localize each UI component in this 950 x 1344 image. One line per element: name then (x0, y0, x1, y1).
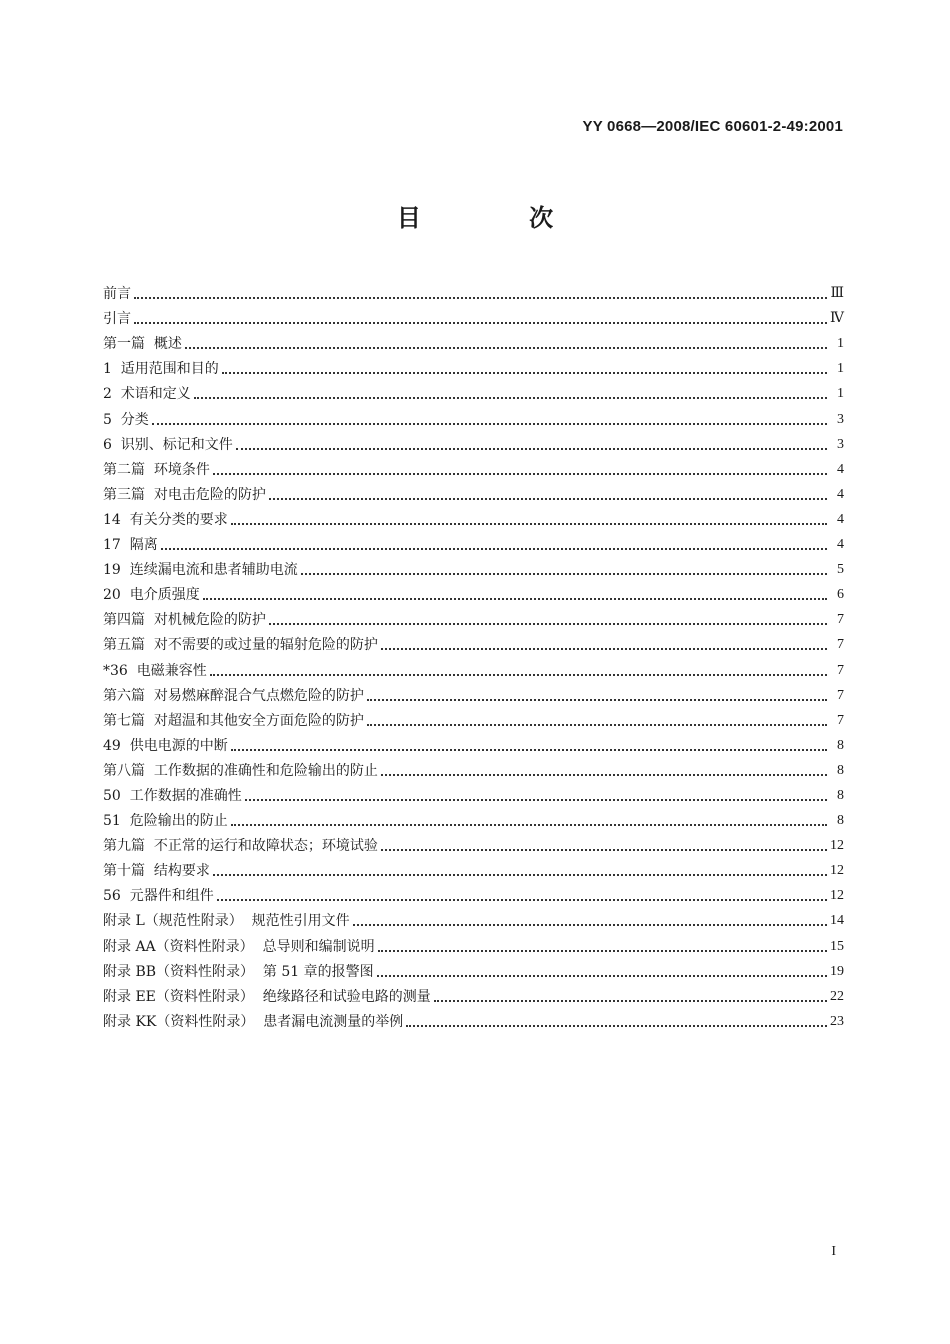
toc-entry-page: 4 (837, 461, 844, 477)
toc-entry-page: 5 (837, 562, 844, 578)
dot-leader (353, 924, 827, 926)
toc-entry-page: 23 (830, 1013, 844, 1029)
toc-entry-page: 1 (837, 386, 844, 402)
dot-leader (231, 523, 827, 525)
toc-entry-page: 7 (837, 637, 844, 653)
toc-entry-page: 12 (830, 888, 844, 904)
toc-entry-page: 12 (830, 863, 844, 879)
toc-entry-page: Ⅳ (830, 311, 844, 327)
toc-entry[interactable] (103, 805, 844, 830)
dot-leader (301, 573, 827, 575)
toc-entry[interactable] (103, 930, 844, 955)
toc-entry[interactable] (103, 654, 844, 679)
toc-entry[interactable] (103, 780, 844, 805)
dot-leader (161, 548, 827, 550)
toc-entry-label: 附录 EE（资料性附录） 绝缘路径和试验电路的测量 (103, 988, 431, 1005)
toc-entry-page: 7 (837, 662, 844, 678)
toc-entry-page: 3 (837, 436, 844, 452)
toc-entry-page: 8 (837, 813, 844, 829)
toc-entry-label: 49 供电电源的中断 (103, 737, 228, 754)
dot-leader (367, 724, 827, 726)
toc-entry-label: 50 工作数据的准确性 (103, 787, 242, 804)
toc-entry-label: 19 连续漏电流和患者辅助电流 (103, 562, 298, 579)
toc-entry-page: 1 (837, 361, 844, 377)
toc-entry[interactable] (103, 579, 844, 604)
toc-entry-label: 5 分类 (103, 411, 149, 428)
dot-leader (381, 648, 827, 650)
toc-entry[interactable] (103, 755, 844, 780)
toc-entry-label: 第九篇 不正常的运行和故障状态；环境试验 (103, 838, 378, 855)
toc-entry-label: 第五篇 对不需要的或过量的辐射危险的防护 (103, 637, 378, 654)
toc-entry-page: 4 (837, 511, 844, 527)
dot-leader (406, 1025, 827, 1027)
toc-entry-label: 前言 (103, 286, 131, 303)
toc-entry-label: 56 元器件和组件 (103, 888, 214, 905)
dot-leader (134, 322, 827, 324)
toc-entry-label: 第十篇 结构要求 (103, 863, 210, 880)
toc-entry[interactable] (103, 981, 844, 1006)
toc-entry-label: 第三篇 对电击危险的防护 (103, 486, 266, 503)
dot-leader (217, 899, 827, 901)
toc-entry-label: 6 识别、标记和文件 (103, 436, 233, 453)
toc-entry-label: 第四篇 对机械危险的防护 (103, 612, 266, 629)
toc-entry[interactable] (103, 730, 844, 755)
toc-entry[interactable] (103, 403, 844, 428)
toc-entry[interactable] (103, 454, 844, 479)
dot-leader (381, 774, 827, 776)
toc-entry-page: 1 (837, 336, 844, 352)
toc-entry[interactable] (103, 328, 844, 353)
toc-entry-page: 8 (837, 762, 844, 778)
dot-leader (434, 1000, 827, 1002)
toc-entry-page: 3 (837, 411, 844, 427)
toc-entry[interactable] (103, 429, 844, 454)
dot-leader (231, 824, 827, 826)
toc-entry[interactable] (103, 905, 844, 930)
toc-entry[interactable] (103, 278, 844, 303)
dot-leader (381, 849, 827, 851)
toc-entry-label: 第八篇 工作数据的准确性和危险输出的防止 (103, 762, 378, 779)
toc-entry-page: 15 (830, 938, 844, 954)
dot-leader (377, 975, 827, 977)
toc-entry-label: 附录 AA（资料性附录） 总导则和编制说明 (103, 938, 375, 955)
toc-entry-label: 附录 KK（资料性附录） 患者漏电流测量的举例 (103, 1013, 404, 1030)
toc-entry[interactable] (103, 504, 844, 529)
dot-leader (269, 498, 827, 500)
toc-entry-page: 7 (837, 687, 844, 703)
dot-leader (203, 598, 827, 600)
toc-entry-page: 12 (830, 838, 844, 854)
toc-entry[interactable] (103, 479, 844, 504)
dot-leader (194, 397, 827, 399)
toc-entry-page: 6 (837, 587, 844, 603)
dot-leader (185, 347, 827, 349)
toc-entry-page: 7 (837, 712, 844, 728)
toc-entry-label: 20 电介质强度 (103, 587, 200, 604)
toc-entry-label: 14 有关分类的要求 (103, 511, 228, 528)
toc-entry-label: 17 隔离 (103, 537, 158, 554)
dot-leader (213, 473, 827, 475)
standard-number: YY 0668—2008/IEC 60601-2-49:2001 (582, 118, 843, 135)
toc-entry[interactable] (103, 353, 844, 378)
toc-entry-label: 第二篇 环境条件 (103, 461, 210, 478)
toc-entry-page: Ⅲ (830, 286, 844, 302)
toc-entry-label: 51 危险输出的防止 (103, 813, 228, 830)
toc-entry-page: 4 (837, 537, 844, 553)
dot-leader (236, 448, 827, 450)
toc-entry-label: 附录 L（规范性附录） 规范性引用文件 (103, 913, 350, 930)
toc-entry-page: 19 (830, 963, 844, 979)
dot-leader (378, 950, 827, 952)
dot-leader (269, 623, 827, 625)
dot-leader (152, 423, 827, 425)
dot-leader (210, 674, 827, 676)
toc-entry-label: 附录 BB（资料性附录） 第 51 章的报警图 (103, 963, 374, 980)
toc-entry-label: 1 适用范围和目的 (103, 361, 219, 378)
toc-entry[interactable] (103, 1006, 844, 1031)
toc-entry-page: 7 (837, 612, 844, 628)
toc-entry-label: *36 电磁兼容性 (103, 662, 207, 679)
toc-entry[interactable] (103, 830, 844, 855)
toc-entry-page: 8 (837, 737, 844, 753)
dot-leader (231, 749, 827, 751)
toc-entry[interactable] (103, 705, 844, 730)
page-number: I (831, 1244, 836, 1259)
dot-leader (245, 799, 827, 801)
toc-entry-label: 引言 (103, 311, 131, 328)
toc-entry[interactable] (103, 956, 844, 981)
dot-leader (222, 372, 827, 374)
toc-entry[interactable] (103, 554, 844, 579)
page-title: 目 次 (396, 204, 604, 232)
dot-leader (213, 874, 827, 876)
toc-entry[interactable] (103, 880, 844, 905)
toc-entry[interactable] (103, 604, 844, 629)
toc-entry-page: 14 (830, 913, 844, 929)
toc-entry[interactable] (103, 303, 844, 328)
toc-entry-page: 22 (830, 988, 844, 1004)
toc-entry[interactable] (103, 629, 844, 654)
toc-entry[interactable] (103, 378, 844, 403)
toc-entry-label: 第六篇 对易燃麻醉混合气点燃危险的防护 (103, 687, 364, 704)
toc-entry[interactable] (103, 529, 844, 554)
toc-entry-page: 4 (837, 486, 844, 502)
toc-entry-page: 8 (837, 787, 844, 803)
table-of-contents (103, 278, 844, 1031)
toc-entry-label: 2 术语和定义 (103, 386, 191, 403)
toc-entry-label: 第一篇 概述 (103, 336, 182, 353)
toc-entry[interactable] (103, 855, 844, 880)
toc-entry-label: 第七篇 对超温和其他安全方面危险的防护 (103, 712, 364, 729)
toc-entry[interactable] (103, 680, 844, 705)
dot-leader (134, 297, 827, 299)
dot-leader (367, 699, 827, 701)
